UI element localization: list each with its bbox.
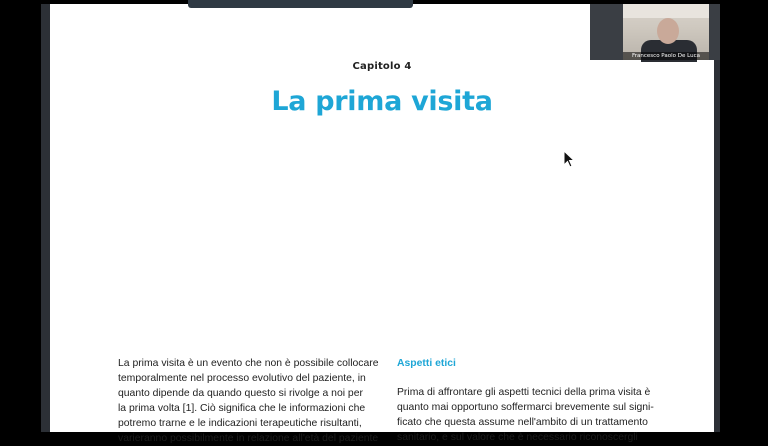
right-gutter — [714, 4, 720, 432]
chapter-title: La prima visita — [271, 86, 493, 117]
left-text-line: varieranno possibilmente in relazione all'età del paziente — [118, 433, 379, 444]
document-page — [50, 4, 714, 444]
participant-head — [657, 18, 679, 44]
section-heading: Aspetti etici — [397, 358, 456, 369]
arrow-cursor-icon — [563, 150, 575, 168]
right-text-line: Prima di affrontare gli aspetti tecnici della prima visita è — [397, 387, 651, 398]
left-gutter — [41, 4, 50, 432]
screen-share-toolbar[interactable] — [188, 0, 413, 8]
right-text-line: quanto mai opportuno soffermarci brevemente sul signi- — [397, 402, 654, 413]
participant-name-label: Francesco Paolo De Luca — [623, 52, 709, 60]
left-text-line: la prima volta [1]. Ciò significa che le informazioni che — [118, 403, 366, 414]
right-text-column — [397, 356, 659, 445]
left-text-line: quanto dipende da quando questo si rivolge a noi per — [118, 388, 363, 399]
left-text-line: La prima visita è un evento che non è possibile collocare — [118, 358, 379, 369]
right-text-line: ficato che questa assume nell'ambito di un trattamento — [397, 417, 648, 428]
left-text-column — [118, 356, 378, 446]
right-text-line: sanitario, e sul valore che è necessario riconoscergli — [397, 432, 638, 443]
left-text-line: potremo trarne e le indicazioni terapeutiche risultanti, — [118, 418, 362, 429]
participant-video-tile[interactable] — [590, 4, 720, 60]
chapter-label: Capitolo 4 — [352, 61, 412, 72]
background-shelf — [623, 4, 709, 18]
left-text-line: temporalmente nel processo evolutivo del paziente, in — [118, 373, 366, 384]
